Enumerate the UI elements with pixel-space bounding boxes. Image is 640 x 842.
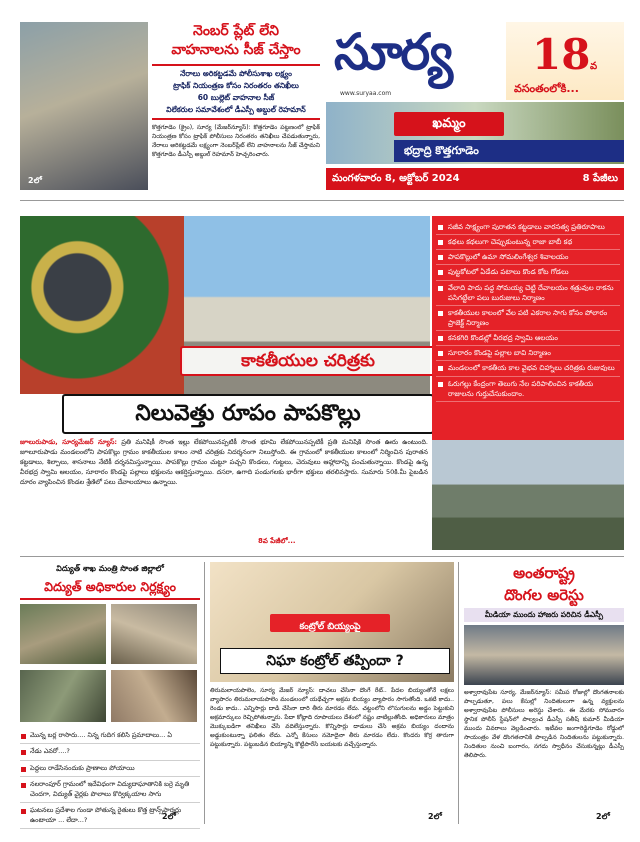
feature-bullet-box	[432, 216, 624, 440]
divider-mid	[20, 556, 624, 557]
feature-headline-2-box	[62, 394, 434, 434]
left-story-kicker: విద్యుత్ శాఖ మంత్రి సొంత జిల్లాలో	[56, 564, 164, 573]
right-story-headline-2: దొంగల అరెస్టు	[504, 586, 584, 604]
left-story-photo-4	[111, 670, 197, 722]
masthead-brand: సూర్య	[334, 22, 452, 81]
feature-bullet: సజీవ సాక్ష్యంగా పురాతన కట్టడాలు వారసత్వ ప్రతిరూపాలు	[436, 220, 620, 235]
top-story-sub-3: 60 బుల్లెట్ వాహనాల సీజ్	[197, 93, 275, 102]
left-story-item: పెద్దలు రాడేసినందుకు ప్రాణాలు పోయాయి	[20, 761, 200, 777]
center-story-kicker-box	[270, 614, 390, 632]
district-tag-bhadradri	[394, 140, 624, 162]
right-story-photo	[464, 625, 624, 685]
feature-bullet: సూరారం కొండపై పల్లాల బావి నిర్మాణం	[436, 346, 620, 361]
divider-col-1	[204, 562, 205, 824]
left-story-photo-2	[111, 604, 197, 664]
left-story-item: నేడు ఎవరో....?	[20, 744, 200, 760]
masthead-site: www.suryaa.com	[340, 90, 392, 97]
feature-page-ref: 8వ పేజీలో...	[258, 537, 296, 545]
top-story-photo	[20, 22, 148, 190]
feature-headline-2: నిలువెత్తు రూపం పాపకొల్లు	[135, 401, 361, 426]
right-story	[464, 562, 624, 824]
feature-bullet: కనకగిరి కొండల్లో వీరభద్ర స్వామి ఆలయం	[436, 331, 620, 346]
center-story-headline: నిఘా కంట్రోల్ తప్పిందా ?	[266, 653, 404, 669]
left-story-page-ref: 2లో	[162, 812, 176, 821]
feature-bullet: ఓరుగల్లు కేంద్రంగా తెలుగు నేల పరిపాలించిన కాకతీయ రాజులను గుర్తుచేసుకుందాం.	[436, 377, 620, 402]
left-story-item: మొన్న బర్ల రాసారు.... నిన్న గుదిగ కలిసి ప్రమాదాలు... ఏ	[20, 728, 200, 744]
anniversary-number: 18	[532, 30, 591, 79]
feature-bullet: కథలు కథలుగా చెప్పుకుంటున్న రాజా బాబీ కథ	[436, 235, 620, 250]
divider-col-2	[458, 562, 459, 824]
top-story-sub-4: విలేకరుల సమావేశంలో డీఎస్పీ అబ్దుల్ రెహమాన్	[166, 105, 306, 114]
feature-bullet: కాకతీయుల కాలంలో వేల పటి ఎకరాల సాగు కోసం పోలారం ప్రాజెక్ట్ నిర్మాణం	[436, 306, 620, 331]
top-story-page-ref: 2లో	[28, 176, 42, 185]
left-story	[20, 562, 200, 824]
top-story-headline-1: నెంబర్ ప్లేట్ లేని	[193, 23, 279, 39]
feature-deity-photo	[20, 216, 184, 394]
right-story-page-ref: 2లో	[596, 812, 610, 821]
feature-headline-1-box	[180, 346, 436, 376]
feature-bullet: పుట్టకోటలో ఏడేడు పటాలు కొండ కోట గోడలు	[436, 265, 620, 280]
top-story-sub-2: ట్రాఫిక్ నియంత్రణ కోసం నిరంతరం తనిఖీలు	[173, 81, 299, 90]
anniversary-text: వసంతంలోకి...	[514, 82, 579, 95]
center-story-kicker: కంట్రోల్ బియ్యంపై	[299, 622, 361, 632]
district-tag-khammam	[394, 112, 504, 136]
center-story-page-ref: 2లో	[428, 812, 442, 821]
district-bhadradri-label: భద్రాద్రి కొత్తగూడెం	[404, 144, 479, 157]
center-story-body: తిరుమలాయపాలెం, సూర్య మేజర్ న్యూస్: దాచలు చేసినా దొంగే రేట్.. పేదల బియ్యంతోనే లక్షలు వ్యాపారం తిరుమలాయపాలెం మండలంలో యథేచ్ఛగా అక్రమ బియ్యం వ్యాపారం సాగుతోంది. ఒకటి కాదు.. రెండు కాదు.. ఎన్నిసార్లు దాడి చేసినా దారి తీరు మారడం లేదు. చట్టంలోని లొసుగులను అడ్డం పెట్టుకుని అక్రమార్కులు రెచ్చిపోతున్నారు. పేదా కోట్లాది రూపాయలు దేశంలో నష్టం వాటిల్లుతోంది. అధికారులు మాత్రం మొక్కుబడిగా తనిఖీలు చేసి వదిలేస్తున్నారు. కొన్నిసార్లు దాడులు చేసి అక్రమ బియ్యం దందాను అడ్డుకుంటున్నా ఫలితం లేదు. ఎన్నో కేసులు నమోదైనా తీరు మారడం లేదు. కొందరు కొర్ర తారుగా పట్టుకున్నారు. పట్టుబడిన బియ్యాన్ని కొట్టిపారేసి బయటకు వచ్చేస్తున్నారు.	[210, 687, 454, 748]
feature-body	[20, 437, 428, 549]
left-story-photo-1	[20, 604, 106, 664]
top-story-subheads	[152, 64, 320, 120]
anniversary-badge	[506, 22, 624, 100]
right-story-body: అశ్వారావుపేట సూర్య, మేజర్‌న్యూస్: సమీప రోజుల్లో దొంగతనాలకు పాల్పడుతూ, పలు కేసుల్లో నిందితులుగా ఉన్న వ్యక్తులను అశ్వారావుపేట పోలీసులు అరెస్టు చేశారు. ఈ మేరకు సోమవారం స్థానిక పోలీస్ స్టేషన్‌లో పాల్వంచ డీఎస్పీ సతీష్ కుమార్ మీడియా ముందు వివరాలు వెల్లడించారు. ఇటీవల జంగారెడ్డిగూడెం రోడ్డులో సాయంత్రం వేళ దొంగతనానికి పాల్పడిన నిందితులను పట్టుకున్నారు. నిందితుల నుంచి బంగారం, నగదు స్వాధీనం చేసుకున్నట్లు డీఎస్పీ తెలిపారు.	[464, 689, 624, 759]
left-story-photo-3	[20, 670, 106, 722]
masthead-logo-box	[326, 22, 506, 100]
left-story-item: నలరాంపూర్ గ్రామంలో ఇదేవిధంగా విద్యుదాఘాతానికి బర్రె మృతి చెందగా, విద్యుత్ వైర్లకు పొలాలు కొర్విక్కయాల సాగు	[20, 777, 200, 803]
left-story-headline: విద్యుత్ అధికారుల నిర్లక్ష్యం	[20, 576, 200, 600]
top-story-headline-2: వాహనాలను సీజ్ చేస్తాం	[171, 42, 301, 58]
masthead	[326, 22, 624, 190]
top-story	[152, 22, 320, 190]
divider-top	[20, 200, 624, 201]
dateline	[326, 168, 624, 190]
feature-bullets	[436, 220, 620, 402]
feature-bullet: మండలంలో కాకతీయ కాల వైభవ చిహ్నాలు చరిత్రకు రుజువులు	[436, 361, 620, 376]
feature-headline-1: కాకతీయుల చరిత్రకు	[241, 351, 375, 371]
right-story-headline-1: అంతరాష్ట్ర	[513, 564, 575, 582]
district-khammam-label: ఖమ్మం	[432, 116, 466, 131]
feature-hills-photo	[432, 440, 624, 550]
feature-bullet: పాపకొల్లులో ఉమా సోమలింగేశ్వర శివాలయం	[436, 250, 620, 265]
center-story	[210, 562, 454, 824]
page-count: 8 పేజీలు	[582, 173, 618, 184]
right-story-sub: మీడియా ముందు హాజరు పరిచిన డీఎస్పీ	[464, 608, 624, 622]
anniversary-suffix: వ	[590, 61, 598, 72]
top-story-body: కొత్తగూడెం (క్రైం), సూర్య (మేజర్‌న్యూస్): కొత్తగూడెం పట్టణంలో ట్రాఫిక్ నియంత్రణ కోసం ట్రాఫిక్ పోలీసులు నిరంతరం తనిఖీలు చేపడుతున్నారు, నేరాలు అరికట్టడమే లక్ష్యంగా నెంబర్‌ప్లేట్ లేని వాహనాలను సీజ్ చేస్తామని కొత్తగూడెం డీఎస్పీ అబ్దుల్ రెహమాన్ హెచ్చరించారు.	[152, 124, 320, 158]
issue-date: మంగళవారం 8, అక్టోబర్ 2024	[332, 173, 460, 184]
center-story-headline-box	[220, 648, 450, 674]
feature-body-lead: జూలురుపాడు, సూర్యమేజర్ న్యూస్:	[20, 438, 117, 446]
top-story-sub-1: నేరాలు అరికట్టడమే పోలీసుశాఖ లక్ష్యం	[180, 69, 292, 78]
left-story-item: ఘటనలు ప్రదేశాల గుండా పోతున్న రైతులు కొత్త ట్రాన్స్‌ఫార్మర్లు ఉంటాయా ... లేదా...?	[20, 803, 200, 829]
feature-body-text: ప్రతి మనిషికీ సొంత ఇల్లు లేకపోయినప్పటికీ సొంత భూమి లేకపోయినప్పటికీ ప్రతి మనిషికి సొంత ఊరు ఉంటుంది. జూలూరుపాడు మండలంలోని పాపకొల్లు గ్రామం కాకతీయుల కాలం నాటి చరిత్రకు నిదర్శనంగా నిలుస్తోంది. ఈ గ్రామంలో కాకతీయుల కాలంలో నిర్మించిన పురాతన కట్టడాలు, శిల్పాలు, శాసనాలు నేటికీ దర్శనమిస్తున్నాయి. పాపకొల్లు గ్రామం చుట్టూ పచ్చని కొండలు, గుట్టలు, చెరువులు ఆహ్లాదాన్ని పంచుతున్నాయి. కొండపై ఉన్న వీరభద్ర స్వామి ఆలయం, సూరారం కొండపై పల్లాలు భక్తులను ఆకర్షిస్తున్నాయి. దసరా, ఉగాది పండుగలకు భారీగా భక్తులు తరలివస్తారు. సుమారు 50కి.మీ పైబడిన దూరం వ్యాపించిన కొండల శ్రేణిలో పలు దేవాలయాలు ఉన్నాయి.	[20, 438, 428, 487]
feature-bullet: వేలాది పాదు పద్ద సోమయ్య చెట్టి దేవాలయం శత్రువుల రాకను పసిగట్టేలా పలు బురుజులు నిర్మాణం	[436, 281, 620, 306]
